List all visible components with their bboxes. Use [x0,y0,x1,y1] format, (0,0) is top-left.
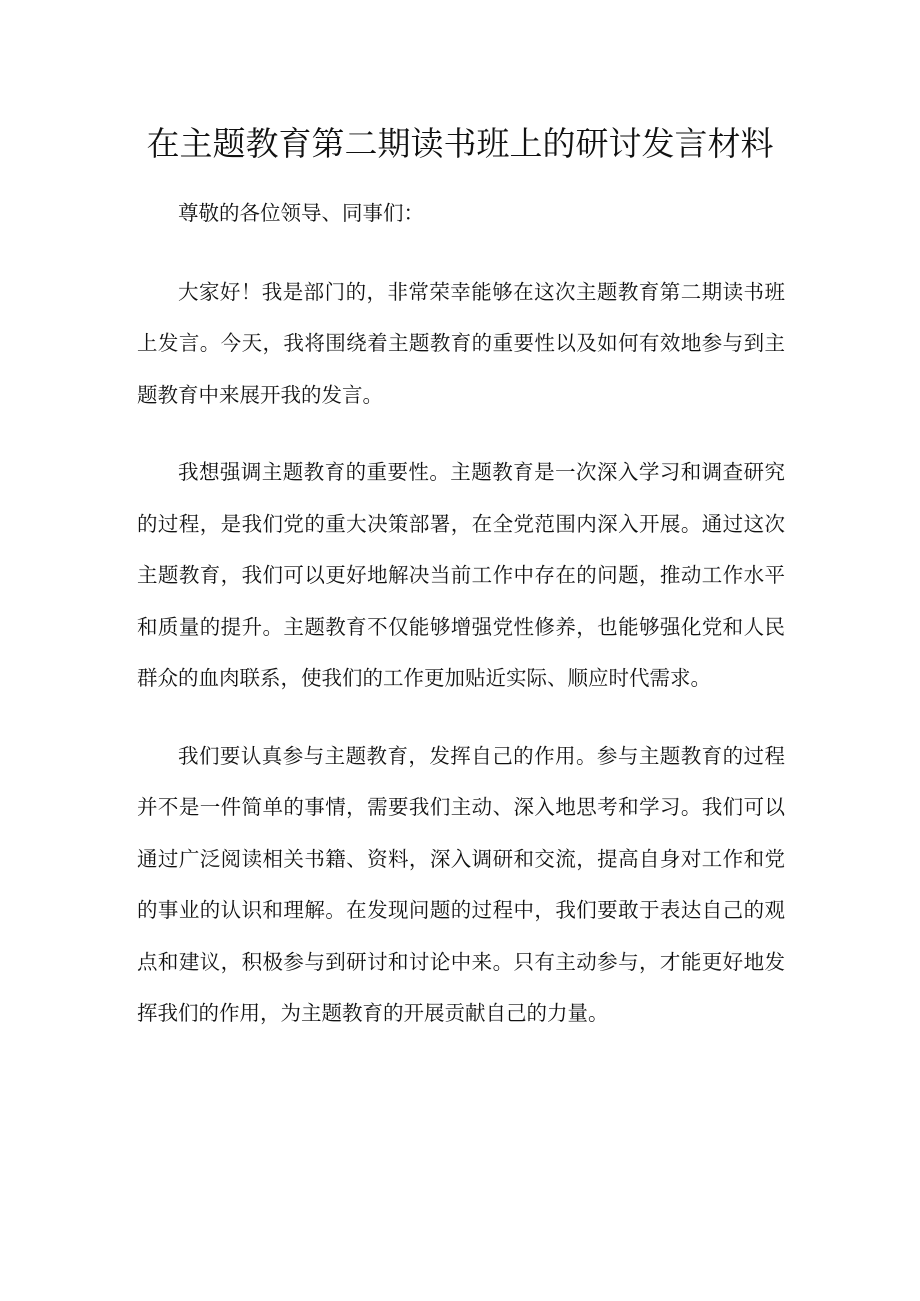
paragraph-3: 我们要认真参与主题教育，发挥自己的作用。参与主题教育的过程并不是一件简单的事情，需要我们主动、深入地思考和学习。我们可以通过广泛阅读相关书籍、资料，深入调研和交流，提高自身对工作和党的事业的认识和理解。在发现问题的过程中，我们要敢于表达自己的观点和建议，积极参与到研讨和讨论中来。只有主动参与，才能更好地发挥我们的作用，为主题教育的开展贡献自己的力量。 [137,743,785,1025]
document-body [137,188,785,1040]
salutation: 尊敬的各位领导、同事们： [178,201,424,225]
document-title: 在主题教育第二期读书班上的研讨发言材料 [146,124,774,163]
paragraph-2: 我想强调主题教育的重要性。主题教育是一次深入学习和调查研究的过程，是我们党的重大决策部署，在全党范围内深入开展。通过这次主题教育，我们可以更好地解决当前工作中存在的问题，推动工作水平和质量的提升。主题教育不仅能够增强党性修养，也能够强化党和人民群众的血肉联系，使我们的工作更加贴近实际、顺应时代需求。 [137,460,785,690]
paragraph-1: 大家好！我是部门的，非常荣幸能够在这次主题教育第二期读书班上发言。今天，我将围绕着主题教育的重要性以及如何有效地参与到主题教育中来展开我的发言。 [137,279,785,407]
